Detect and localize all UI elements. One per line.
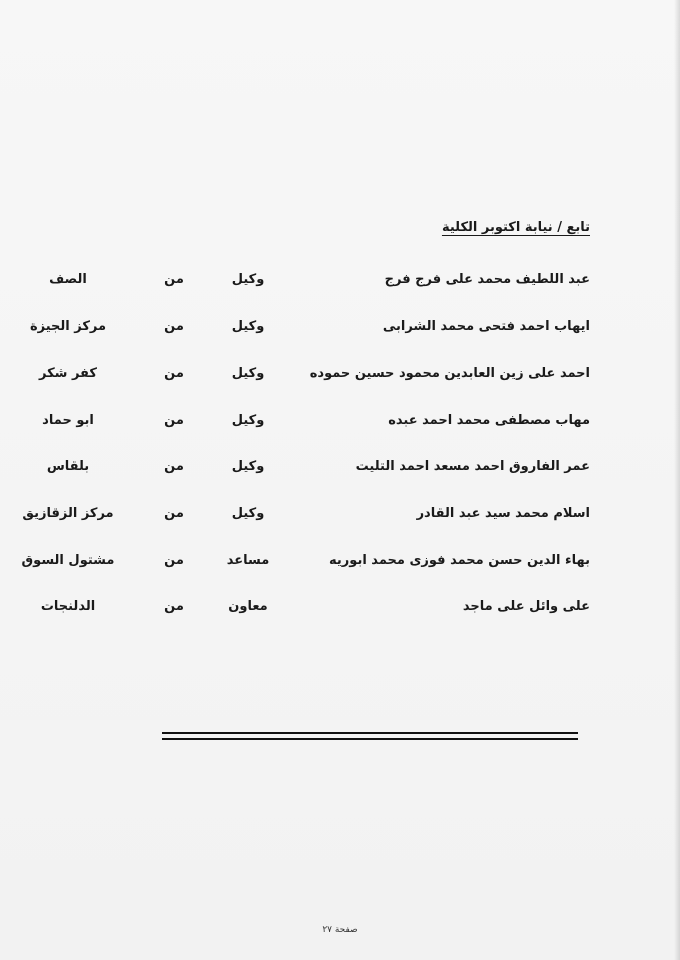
list-item [0, 409, 680, 433]
origin-place: الدلنجات [40, 599, 96, 614]
from-word: من [164, 366, 184, 381]
section-heading: تابع / نيابة اكتوبر الكلية [441, 220, 590, 235]
person-title: وكيل [231, 506, 265, 521]
list-item [0, 362, 680, 386]
origin-place: الصف [49, 272, 87, 287]
from-word: من [164, 599, 184, 614]
person-name: ايهاب احمد فتحى محمد الشرابى [382, 319, 590, 334]
list-item [0, 549, 680, 573]
list-item [0, 502, 680, 526]
person-title: معاون [228, 599, 268, 614]
from-word: من [164, 459, 184, 474]
person-title: وكيل [231, 319, 265, 334]
page-number: صفحة ٢٧ [322, 925, 358, 935]
person-title: وكيل [231, 459, 265, 474]
person-name: عبد اللطيف محمد على فرج فرج [384, 272, 590, 287]
list-item [0, 268, 680, 292]
from-word: من [164, 553, 184, 568]
from-word: من [164, 272, 184, 287]
origin-place: ابو حماد [42, 413, 94, 428]
from-word: من [164, 506, 184, 521]
person-name: اسلام محمد سيد عبد القادر [416, 506, 590, 521]
person-name: مهاب مصطفى محمد احمد عبده [388, 413, 590, 428]
origin-place: مركز الزقازيق [22, 506, 114, 521]
list-item [0, 315, 680, 339]
person-name: على وائل على ماجد [462, 599, 590, 614]
origin-place: مشتول السوق [21, 553, 115, 568]
page-edge-shadow [674, 0, 680, 960]
person-title: وكيل [231, 366, 265, 381]
list-item [0, 595, 680, 619]
origin-place: مركز الجيزة [29, 319, 107, 334]
divider-line-top [162, 732, 578, 734]
person-name: عمر الفاروق احمد مسعد احمد التليت [355, 459, 590, 474]
person-name: احمد على زين العابدين محمود حسين حموده [309, 366, 590, 381]
list-item [0, 455, 680, 479]
origin-place: كفر شكر [39, 366, 97, 381]
from-word: من [164, 319, 184, 334]
divider-line-bottom [162, 738, 578, 740]
person-name: بهاء الدين حسن محمد فوزى محمد ابوريه [329, 553, 590, 568]
origin-place: بلقاس [46, 459, 90, 474]
from-word: من [164, 413, 184, 428]
person-title: وكيل [231, 413, 265, 428]
person-title: مساعد [226, 553, 270, 568]
person-title: وكيل [231, 272, 265, 287]
double-divider [162, 732, 578, 741]
